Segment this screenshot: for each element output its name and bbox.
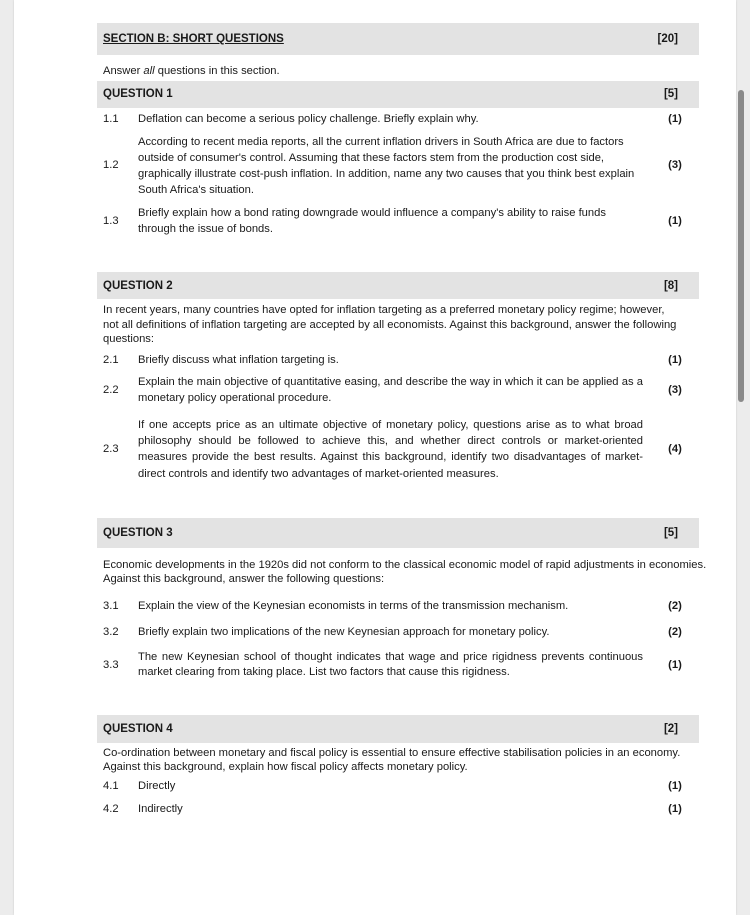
question-item: 4.1 Directly (1)	[103, 779, 682, 792]
question-2-header	[97, 272, 699, 299]
question-3-intro: Economic developments in the 1920s did not conform to the classical economic model of rapid adjustments in economies. Against this background, answer the following questions:	[103, 558, 707, 586]
question-2-title: QUESTION 2	[103, 279, 173, 292]
exam-content	[97, 22, 707, 818]
question-item: 3.2 Briefly explain two implications of the new Keynesian approach for monetary policy. (2)	[103, 626, 682, 639]
question-1-header	[97, 81, 699, 108]
section-header	[97, 23, 699, 55]
question-3-marks: [5]	[663, 526, 678, 539]
question-item: 3.1 Explain the view of the Keynesian economists in terms of the transmission mechanism. (2)	[103, 599, 682, 612]
question-2-intro: In recent years, many countries have opted for inflation targeting as a preferred monetary policy regime; however, not all definitions of inflation targeting are accepted by all economists. Against this background, answer the following questions:	[103, 304, 677, 345]
question-item: 2.3 If one accepts price as an ultimate objective of monetary policy, questions arise as to what broad philosophy should be followed to achieve this, and whether direct controls or market-oriented measures provide the best results. Against this background, identify two disadvantages of market-direct controls and identify two advantages of market-oriented measures. (4)	[103, 419, 682, 480]
question-4-intro: Co-ordination between monetary and fiscal policy is essential to ensure effective stabilisation policies in an economy. Against this background, explain how fiscal policy affects monetary policy.	[103, 746, 681, 774]
section-marks: [20]	[657, 33, 678, 45]
document-page	[14, 0, 736, 915]
question-1-marks: [5]	[663, 88, 678, 100]
question-item: 4.2 Indirectly (1)	[103, 803, 682, 816]
question-item: 3.3 The new Keynesian school of thought indicates that wage and price rigidness prevents continuous market clearing from taking place. List two factors that cause this rigidness. (1)	[103, 650, 682, 679]
question-item: 1.3 Briefly explain how a bond rating downgrade would influence a company's ability to raise funds through the issue of bonds. (1)	[103, 207, 682, 235]
vertical-scrollbar[interactable]	[738, 90, 744, 402]
question-4-marks: [2]	[663, 722, 678, 735]
question-item: 2.2 Explain the main objective of quantitative easing, and describe the way in which it can be applied as a monetary policy operational procedure. (3)	[103, 376, 682, 404]
question-item: 1.1 Deflation can become a serious policy challenge. Briefly explain why. (1)	[103, 112, 682, 125]
section-title: SECTION B: SHORT QUESTIONS	[103, 33, 284, 45]
question-4-title: QUESTION 4	[103, 722, 173, 735]
question-item: 2.1 Briefly discuss what inflation targeting is. (1)	[103, 353, 682, 366]
question-2-marks: [8]	[663, 279, 678, 292]
question-3-header	[97, 518, 699, 548]
question-item: 1.2 According to recent media reports, all the current inflation drivers in South Africa are due to factors outside of consumer's control. Assuming that these factors stem from the production cost side, graphically illustrate cost-push inflation. In addition, name any two causes that you think best explain South Africa's situation. (3)	[103, 136, 682, 196]
instructions: Answer all questions in this section.	[103, 65, 280, 77]
question-4-header	[97, 715, 699, 743]
question-3-title: QUESTION 3	[103, 526, 173, 539]
instructions-emphasis: all	[143, 65, 155, 77]
question-1-title: QUESTION 1	[103, 88, 173, 100]
